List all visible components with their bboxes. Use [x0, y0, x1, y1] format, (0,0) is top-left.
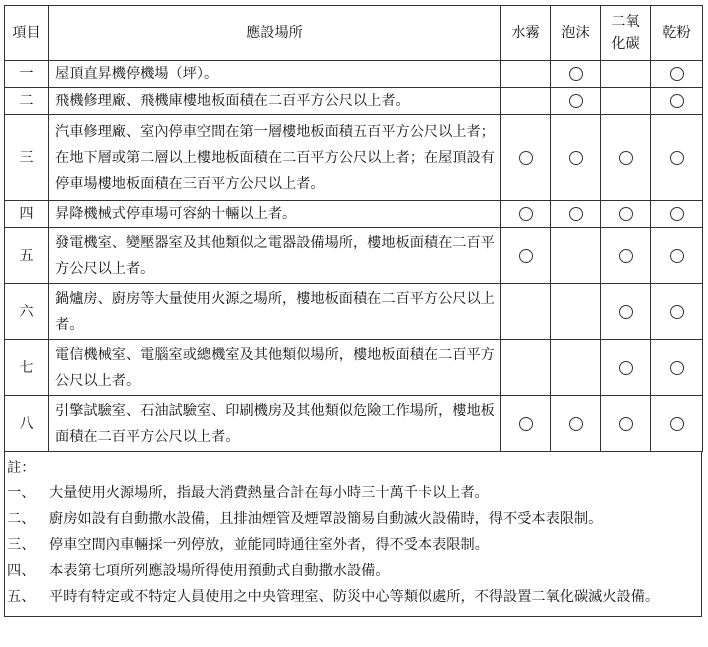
- header-co2-line1: 二氧: [611, 14, 640, 30]
- note-item: [5, 532, 701, 558]
- circle-mark-icon: [569, 94, 583, 108]
- cell-dry-powder: [651, 201, 703, 228]
- circle-mark-icon: [670, 207, 684, 221]
- circle-mark-icon: [519, 207, 533, 221]
- cell-foam: [551, 284, 601, 340]
- cell-foam: [551, 396, 601, 452]
- circle-mark-icon: [670, 417, 684, 431]
- row-place: 飛機修理廠、飛機庫樓地板面積在二百平方公尺以上者。: [49, 88, 501, 115]
- cell-co2: [601, 61, 651, 88]
- circle-mark-icon: [670, 249, 684, 263]
- circle-mark-icon: [619, 151, 633, 165]
- note-text: 廚房如設有自動撒水設備，且排油煙管及煙罩設簡易自動滅火設備時，得不受本表限制。: [49, 511, 603, 527]
- note-number: 四、: [7, 563, 36, 579]
- circle-mark-icon: [619, 207, 633, 221]
- row-place: 鍋爐房、廚房等大量使用火源之場所，樓地板面積在二百平方公尺以上者。: [49, 284, 501, 340]
- cell-foam: [551, 228, 601, 284]
- row-place: 汽車修理廠、室內停車空間在第一層樓地板面積五百平方公尺以上者；在地下層或第二層以上樓地板面積在二百平方公尺以上者；在屋頂設有停車場樓地板面積在三百平方公尺以上者。: [49, 115, 501, 201]
- note-item: [5, 584, 701, 610]
- row-place: 昇降機械式停車場可容納十輛以上者。: [49, 201, 501, 228]
- note-text: 平時有特定或不特定人員使用之中央管理室、防災中心等類似處所，不得設置二氧化碳滅火設備。: [49, 589, 660, 605]
- cell-dry-powder: [651, 396, 703, 452]
- cell-co2: [601, 396, 651, 452]
- header-place: 應設場所: [49, 6, 501, 61]
- note-number: 一、: [7, 485, 36, 501]
- cell-co2: [601, 201, 651, 228]
- circle-mark-icon: [569, 417, 583, 431]
- cell-water-mist: [501, 396, 551, 452]
- header-water-mist: 水霧: [501, 6, 551, 61]
- cell-dry-powder: [651, 88, 703, 115]
- circle-mark-icon: [670, 305, 684, 319]
- cell-foam: [551, 61, 601, 88]
- table-row: [5, 396, 703, 452]
- table-row: [5, 340, 703, 396]
- table-row: [5, 115, 703, 201]
- notes-list: [5, 480, 701, 610]
- cell-foam: [551, 340, 601, 396]
- row-place: 屋頂直昇機停機場（坪）。: [49, 61, 501, 88]
- note-item: [5, 480, 701, 506]
- notes-section: [4, 452, 702, 617]
- circle-mark-icon: [569, 207, 583, 221]
- row-number: 八: [5, 396, 49, 452]
- row-number: 五: [5, 228, 49, 284]
- circle-mark-icon: [619, 305, 633, 319]
- note-item: [5, 558, 701, 584]
- circle-mark-icon: [519, 417, 533, 431]
- table-row: [5, 201, 703, 228]
- cell-water-mist: [501, 115, 551, 201]
- row-place: 引擎試驗室、石油試驗室、印刷機房及其他類似危險工作場所，樓地板面積在二百平方公尺以上者。: [49, 396, 501, 452]
- table-body: [5, 61, 703, 452]
- notes-title: 註：: [7, 460, 36, 476]
- cell-water-mist: [501, 61, 551, 88]
- cell-co2: [601, 88, 651, 115]
- circle-mark-icon: [519, 249, 533, 263]
- header-foam: 泡沫: [551, 6, 601, 61]
- row-number: 七: [5, 340, 49, 396]
- circle-mark-icon: [619, 249, 633, 263]
- cell-dry-powder: [651, 61, 703, 88]
- row-number: 二: [5, 88, 49, 115]
- header-dry-powder: 乾粉: [651, 6, 703, 61]
- table-row: [5, 61, 703, 88]
- cell-foam: [551, 115, 601, 201]
- header-co2-line2: 化碳: [611, 36, 640, 52]
- table-row: [5, 88, 703, 115]
- circle-mark-icon: [619, 417, 633, 431]
- cell-co2: [601, 284, 651, 340]
- row-number: 一: [5, 61, 49, 88]
- table-row: [5, 284, 703, 340]
- circle-mark-icon: [519, 151, 533, 165]
- cell-dry-powder: [651, 340, 703, 396]
- note-text: 大量使用火源場所，指最大消費熱量合計在每小時三十萬千卡以上者。: [49, 485, 489, 501]
- table-row: [5, 228, 703, 284]
- row-number: 三: [5, 115, 49, 201]
- note-number: 二、: [7, 511, 36, 527]
- table-header-row: [5, 6, 703, 61]
- note-number: 三、: [7, 537, 36, 553]
- circle-mark-icon: [569, 67, 583, 81]
- circle-mark-icon: [670, 94, 684, 108]
- cell-water-mist: [501, 284, 551, 340]
- header-item: 項目: [5, 6, 49, 61]
- header-co2: [601, 6, 651, 61]
- cell-co2: [601, 340, 651, 396]
- extinguisher-requirement-table: [4, 5, 703, 452]
- circle-mark-icon: [670, 151, 684, 165]
- circle-mark-icon: [670, 361, 684, 375]
- note-text: 停車空間內車輛採一列停放，並能同時通往室外者，得不受本表限制。: [49, 537, 489, 553]
- cell-water-mist: [501, 340, 551, 396]
- row-number: 四: [5, 201, 49, 228]
- cell-co2: [601, 115, 651, 201]
- cell-dry-powder: [651, 228, 703, 284]
- cell-water-mist: [501, 88, 551, 115]
- row-place: 發電機室、變壓器室及其他類似之電器設備場所，樓地板面積在二百平方公尺以上者。: [49, 228, 501, 284]
- cell-water-mist: [501, 201, 551, 228]
- cell-water-mist: [501, 228, 551, 284]
- row-place: 電信機械室、電腦室或總機室及其他類似場所，樓地板面積在二百平方公尺以上者。: [49, 340, 501, 396]
- cell-foam: [551, 88, 601, 115]
- circle-mark-icon: [569, 151, 583, 165]
- note-text: 本表第七項所列應設場所得使用預動式自動撒水設備。: [49, 563, 390, 579]
- note-item: [5, 506, 701, 532]
- circle-mark-icon: [670, 67, 684, 81]
- note-number: 五、: [7, 589, 36, 605]
- row-number: 六: [5, 284, 49, 340]
- cell-dry-powder: [651, 284, 703, 340]
- cell-dry-powder: [651, 115, 703, 201]
- cell-co2: [601, 228, 651, 284]
- cell-foam: [551, 201, 601, 228]
- circle-mark-icon: [619, 361, 633, 375]
- extinguisher-requirement-table-container: [4, 5, 702, 617]
